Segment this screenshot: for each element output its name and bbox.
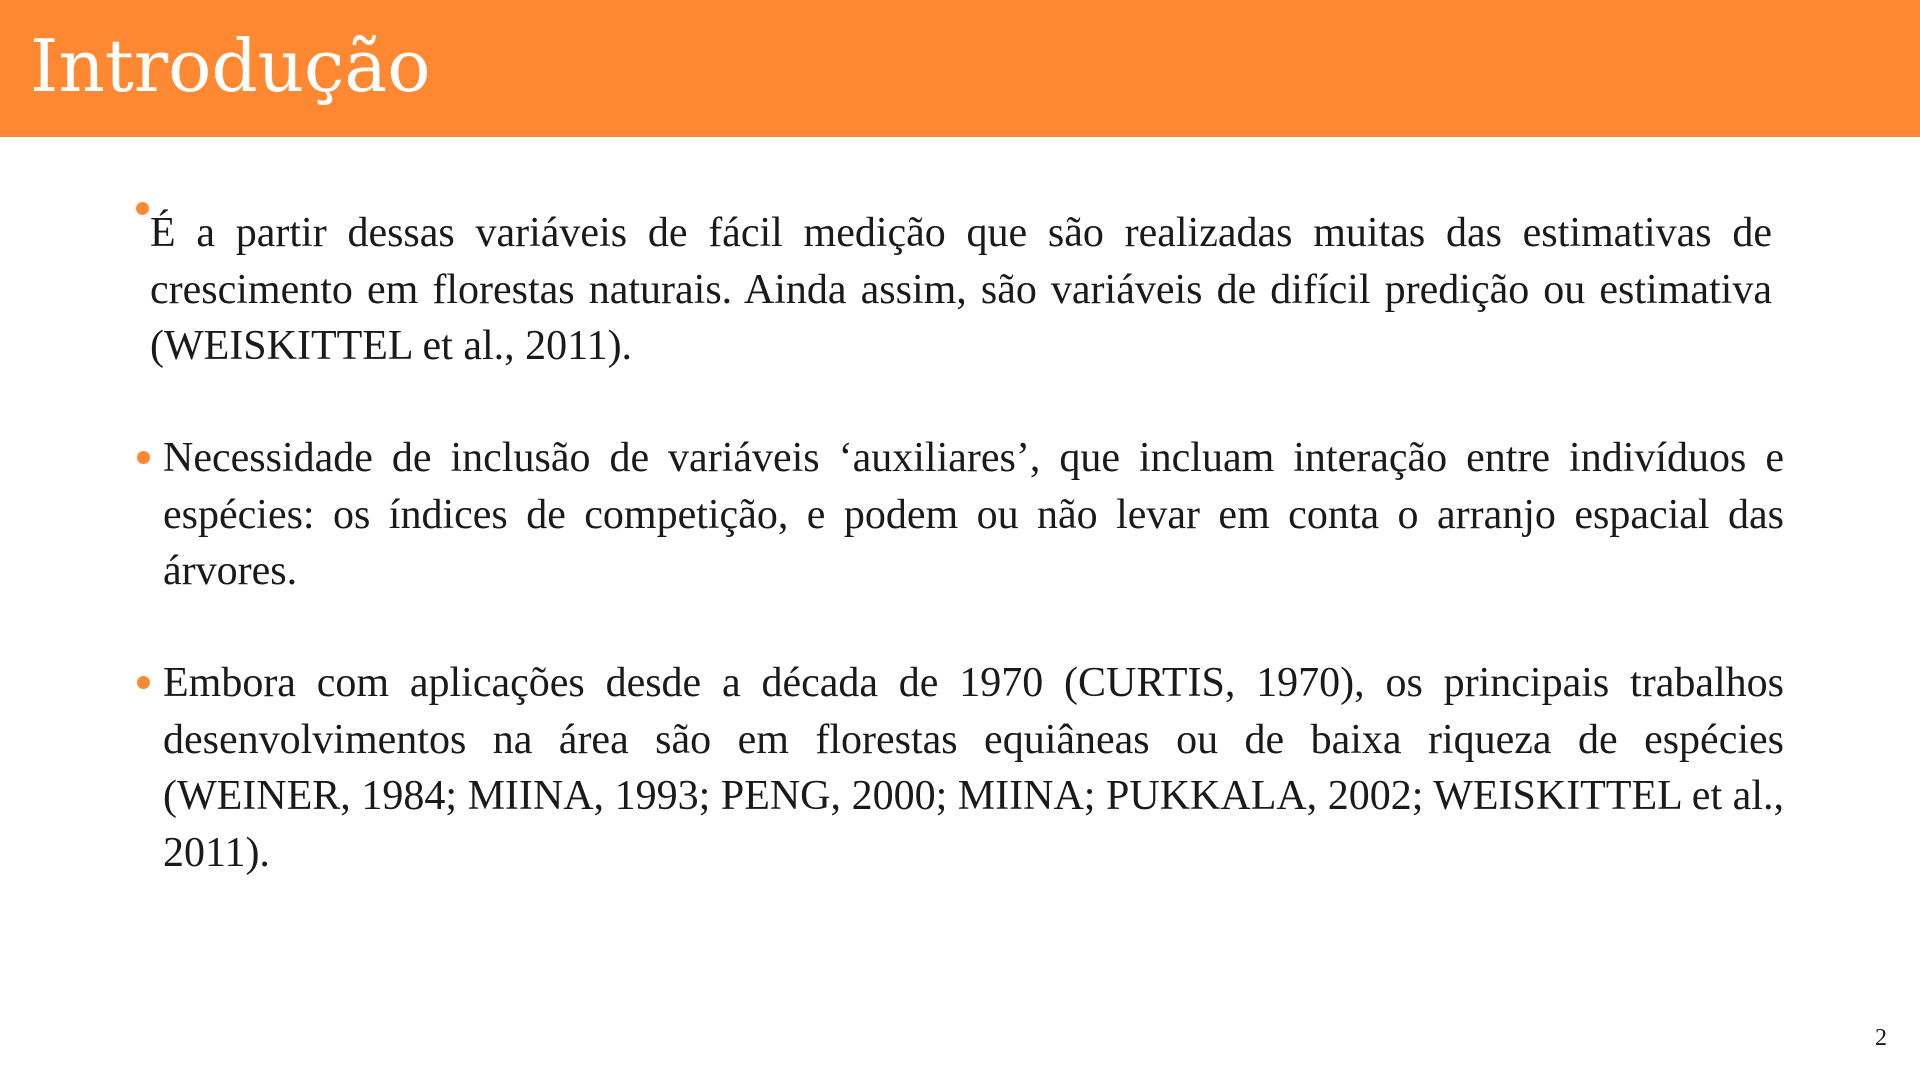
bullet-item: Embora com aplicações desde a década de 1970 (CURTIS, 1970), os principais trabalhos desenvolvimentos na área são em florestas equiâneas ou de baixa riqueza de espécies (WEINER, 1984; MIINA, 1993; PENG, 2000; MIINA; PUKKALA, 2002; WEISKITTEL et al., 2011). bbox=[163, 660, 1784, 876]
bullet-dot-icon bbox=[137, 451, 150, 464]
bullet-item: É a partir dessas variáveis de fácil medição que são realizadas muitas das estimativas de crescimento em florestas naturais. Ainda assim, são variáveis de difícil predição ou estimativa (WEISKITTEL et al., 2011). bbox=[150, 210, 1772, 369]
slide-title: Introdução bbox=[30, 24, 431, 108]
bullet-dot-icon bbox=[137, 676, 150, 689]
bullet-item: Necessidade de inclusão de variáveis ‘auxiliares’, que incluam interação entre indivíduos e espécies: os índices de competição, e podem ou não levar em conta o arranjo espacial das árvores. bbox=[163, 435, 1784, 594]
bullet-dot-icon bbox=[136, 202, 149, 215]
page-number: 2 bbox=[1875, 1025, 1887, 1051]
